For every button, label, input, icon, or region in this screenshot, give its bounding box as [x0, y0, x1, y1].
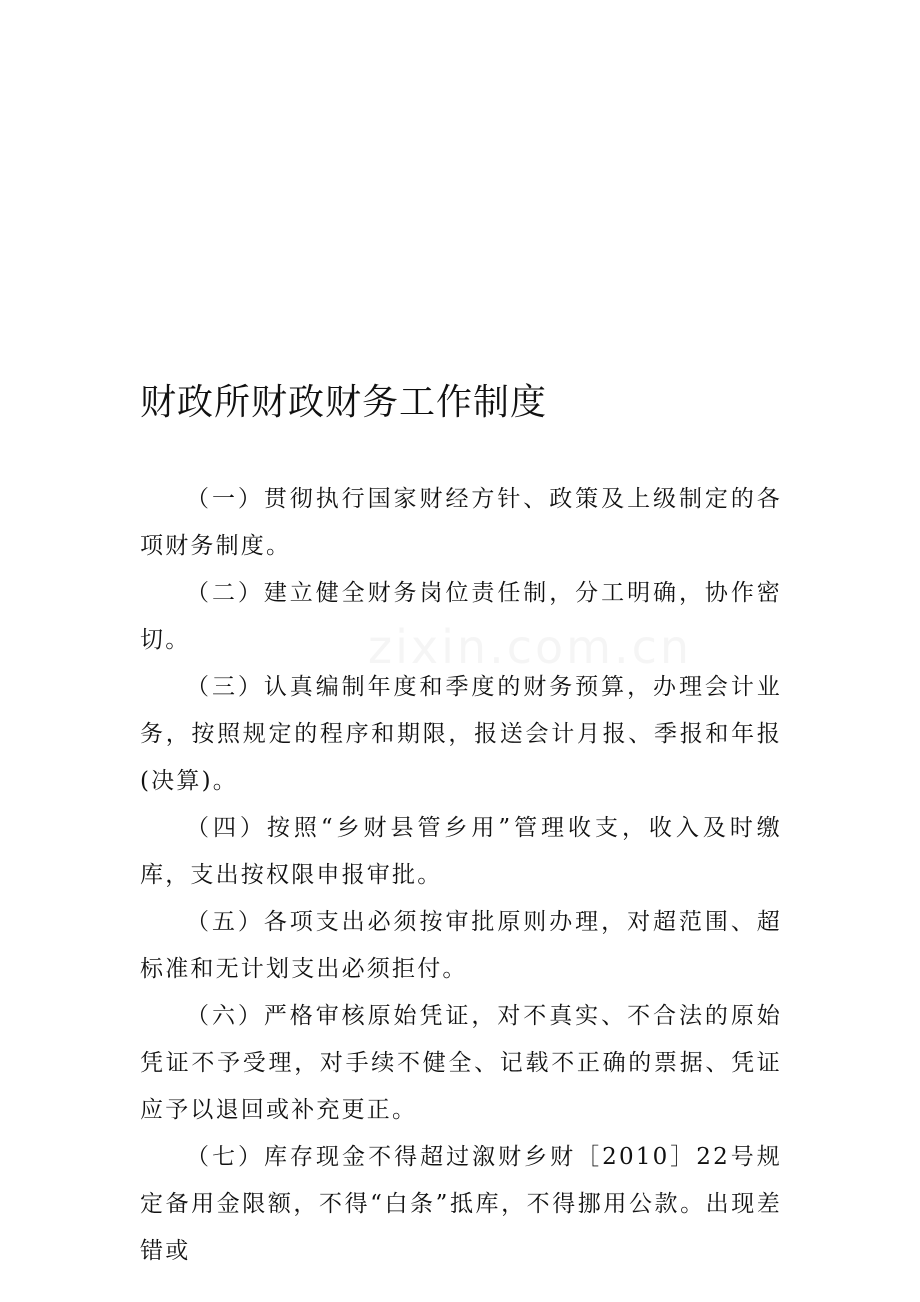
paragraph-1: （一）贯彻执行国家财经方针、政策及上级制定的各项财务制度。: [140, 486, 782, 559]
document-body: [140, 476, 782, 1275]
paragraph-7: （七）库存现金不得超过溆财乡财［2010］22号规定备用金限额，不得“白条”抵库，不得挪用公款。出现差错或: [140, 1144, 782, 1264]
paragraph-3: （三）认真编制年度和季度的财务预算，办理会计业务，按照规定的程序和期限，报送会计月报、季报和年报(决算)。: [140, 674, 782, 794]
paragraph-2: （二）建立健全财务岗位责任制，分工明确，协作密切。: [140, 580, 782, 653]
watermark: zixin.com.cn: [368, 620, 693, 674]
paragraph-6: （六）严格审核原始凭证，对不真实、不合法的原始凭证不予受理，对手续不健全、记载不正确的票据、凭证应予以退回或补充更正。: [140, 1003, 782, 1123]
paragraph-4: （四）按照“乡财县管乡用”管理收支，收入及时缴库，支出按权限申报审批。: [140, 815, 782, 888]
document-title: 财政所财政财务工作制度: [140, 382, 548, 423]
paragraph-5: （五）各项支出必须按审批原则办理，对超范围、超标准和无计划支出必须拒付。: [140, 909, 782, 982]
